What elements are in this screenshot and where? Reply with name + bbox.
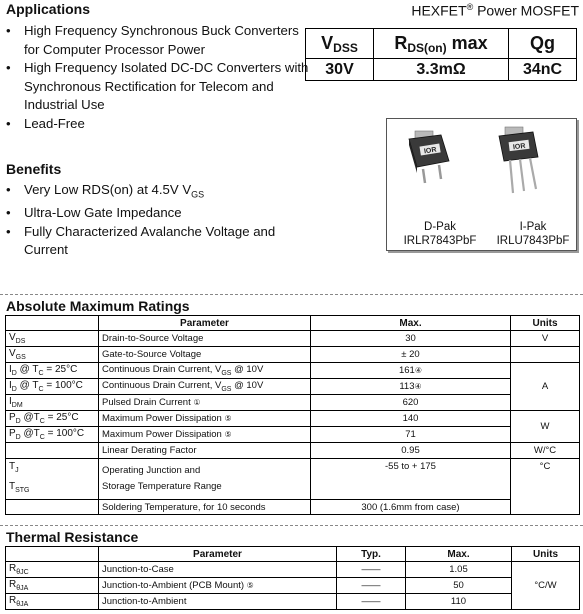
key-spec-table	[305, 28, 577, 81]
max-cell: 620	[311, 395, 511, 411]
benefits-heading: Benefits	[6, 161, 62, 177]
max-cell: 110	[406, 594, 512, 610]
abs-max-table	[5, 315, 580, 515]
max-header: Max.	[406, 547, 512, 562]
parameter-cell: Linear Derating Factor	[99, 443, 311, 459]
rds-header: $R_{DS(on)}$ max	[374, 29, 509, 59]
bullet-icon: •	[6, 23, 11, 38]
table-row	[6, 347, 580, 363]
benefit-item: • Very Low RDS(on) at 4.5V $V_{GS}$	[6, 182, 205, 200]
bullet-icon: •	[6, 223, 11, 239]
symbol-cell: $T_J$ $T_{STG}$	[6, 459, 99, 500]
units-cell: W/°C	[511, 443, 580, 459]
table-row	[6, 459, 580, 500]
parameter-cell: Junction-to-Case	[99, 562, 337, 578]
thermal-table	[5, 546, 580, 610]
symbol-cell	[6, 500, 99, 515]
applications-list	[6, 22, 309, 134]
symbol-cell: $I_{DM}$	[6, 395, 99, 411]
parameter-cell: Operating Junction and Storage Temperature Range	[99, 459, 311, 500]
parameter-cell: Continuous Drain Current, $V_{GS}$ @ 10V	[99, 379, 311, 395]
units-cell: A	[511, 363, 580, 411]
max-cell: -55 to + 175	[311, 459, 511, 500]
max-cell: 30	[311, 331, 511, 347]
vdss-value: 30V	[306, 59, 374, 81]
rds-value: 3.3mΩ	[374, 59, 509, 81]
parameter-cell: Pulsed Drain Current ①	[99, 395, 311, 411]
typ-header: Typ.	[337, 547, 406, 562]
qg-header: Qg	[509, 29, 577, 59]
symbol-cell: $P_D$ $@T_C = 100^\circ C$	[6, 427, 99, 443]
product-line: HEXFET® Power MOSFET	[411, 2, 579, 19]
application-item: • High Frequency Isolated DC-DC Converters with Synchronous Rectification for Telecom and Industrial Use	[6, 60, 309, 113]
units-header: Units	[512, 547, 580, 562]
thermal-header-row	[6, 547, 580, 562]
typ-cell: ——	[337, 594, 406, 610]
table-row	[6, 443, 580, 459]
symbol-cell: $R_{\theta JA}$	[6, 594, 99, 610]
ipak-package-image	[499, 127, 538, 193]
application-item: • Lead-Free	[6, 115, 309, 134]
table-row	[6, 594, 580, 610]
svg-text:IOR: IOR	[512, 142, 526, 152]
application-item: • High Frequency Synchronous Buck Converters for Computer Processor Power	[6, 23, 299, 57]
table-row	[6, 500, 580, 515]
max-cell: ± 20	[311, 347, 511, 363]
max-cell: 300 (1.6mm from case)	[311, 500, 511, 515]
max-cell: 113④	[311, 379, 511, 395]
symbol-cell: $I_D$ @ $T_C = 100^\circ C$	[6, 379, 99, 395]
symbol-cell: $P_D$ $@T_C = 25^\circ C$	[6, 411, 99, 427]
table-row	[6, 562, 580, 578]
ipak-caption: I-Pak IRLU7843PbF	[496, 221, 570, 247]
units-cell: V	[511, 331, 580, 347]
parameter-cell: Maximum Power Dissipation ⑤	[99, 427, 311, 443]
parameter-cell: Junction-to-Ambient	[99, 594, 337, 610]
symbol-cell: $R_{\theta JA}$	[6, 578, 99, 594]
bullet-icon: •	[6, 60, 11, 76]
package-image-box	[386, 118, 577, 251]
bullet-icon: •	[6, 205, 11, 221]
section-divider	[0, 525, 583, 526]
parameter-cell: Continuous Drain Current, $V_{GS}$ @ 10V	[99, 363, 311, 379]
symbol-cell: $R_{\theta JC}$	[6, 562, 99, 578]
svg-text:IOR: IOR	[423, 146, 438, 156]
parameter-cell: Drain-to-Source Voltage	[99, 331, 311, 347]
bullet-icon: •	[6, 182, 11, 197]
abs-max-title: Absolute Maximum Ratings	[6, 298, 190, 314]
units-cell: W	[511, 411, 580, 443]
thermal-title: Thermal Resistance	[6, 529, 139, 545]
table-row	[6, 411, 580, 427]
parameter-header: Parameter	[99, 316, 311, 331]
symbol-cell: $V_{DS}$	[6, 331, 99, 347]
parameter-cell: Gate-to-Source Voltage	[99, 347, 311, 363]
max-cell: 161④	[311, 363, 511, 379]
table-row	[6, 395, 580, 411]
parameter-cell: Soldering Temperature, for 10 seconds	[99, 500, 311, 515]
table-row	[6, 363, 580, 379]
max-cell: 71	[311, 427, 511, 443]
applications-heading: Applications	[6, 1, 91, 17]
symbol-header	[6, 547, 99, 562]
max-cell: 50	[406, 578, 512, 594]
table-row	[6, 331, 580, 347]
dpak-package-image	[409, 131, 449, 183]
units-cell: °C/W	[512, 562, 580, 610]
max-header: Max.	[311, 316, 511, 331]
typ-cell: ——	[337, 562, 406, 578]
section-divider	[0, 294, 583, 295]
bullet-icon: •	[6, 115, 11, 131]
qg-value: 34nC	[509, 59, 577, 81]
benefits-list	[6, 181, 289, 260]
symbol-cell: $V_{GS}$	[6, 347, 99, 363]
table-row	[6, 427, 580, 443]
symbol-header	[6, 316, 99, 331]
units-cell	[511, 347, 580, 363]
dpak-caption: D-Pak IRLR7843PbF	[403, 221, 477, 247]
max-cell: 0.95	[311, 443, 511, 459]
benefit-item: • Ultra-Low Gate Impedance	[6, 204, 289, 223]
parameter-cell: Maximum Power Dissipation ⑤	[99, 411, 311, 427]
table-row	[6, 379, 580, 395]
benefit-item: • Fully Characterized Avalanche Voltage and Current	[6, 223, 276, 258]
symbol-cell	[6, 443, 99, 459]
units-header: Units	[511, 316, 580, 331]
vdss-header: $V_{DSS}$	[306, 29, 374, 59]
max-cell: 140	[311, 411, 511, 427]
typ-cell: ——	[337, 578, 406, 594]
symbol-cell: $I_D$ @ $T_C = 25^\circ C$	[6, 363, 99, 379]
table-row	[6, 578, 580, 594]
parameter-header: Parameter	[99, 547, 337, 562]
max-cell: 1.05	[406, 562, 512, 578]
parameter-cell: Junction-to-Ambient (PCB Mount) ⑤	[99, 578, 337, 594]
units-cell: °C	[511, 459, 580, 515]
abs-max-header-row	[6, 316, 580, 331]
